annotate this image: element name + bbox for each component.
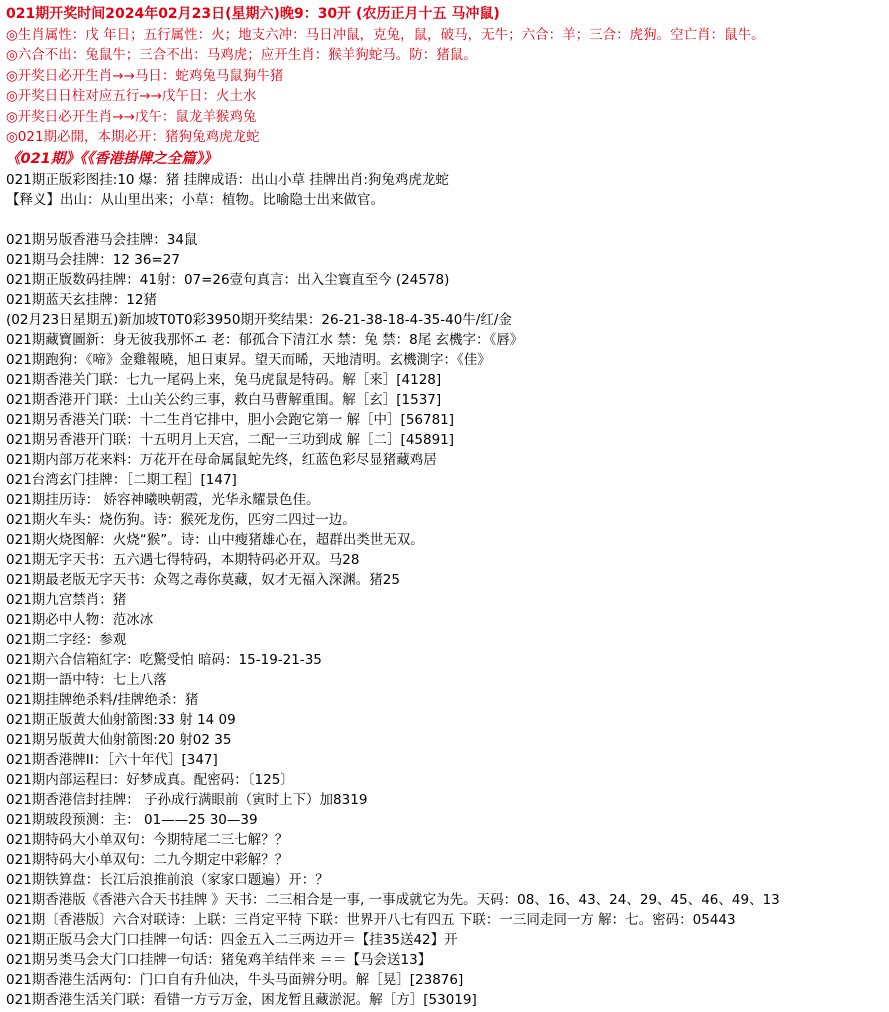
line-segment: 021期特码大小单双句：二九今期定中彩解？？ [6,851,289,868]
line-segment: 021期〔香港版〕六合对联诗：上联：三肖定平特 下联：世界开八七有四五 下联：一三同走同一方 解：七。密码：05443 [6,911,736,928]
header-line-5: ◎021期必開，本期必开：猪狗兔鸡虎龙蛇 [6,129,260,145]
line-segment: 021期内部运程曰：好梦成真。配密码：〔125〕 [6,771,294,788]
line-segment: 021期玻段预测：主： 01——25 30—39 [6,811,258,828]
body-line [6,990,883,1010]
header-line-0: ◎生肖属性：戊 年日；五行属性：火；地支六冲：马日冲鼠，克兔，鼠，破马，无牛；六合：羊；三合：虎狗。空亡肖：鼠牛。 [6,26,765,43]
body-line [6,390,883,410]
line-segment: 021期正版黄大仙射箭图:33 射 14 09 [6,711,236,728]
header-block [6,4,883,148]
body-line [6,750,883,770]
body-line [6,290,883,310]
body-line [6,570,883,590]
header-line-2: ◎开奖日必开生肖→→马日：蛇鸡兔马鼠狗牛猪 [6,67,284,84]
line-segment: 021期香港开门联：土山关公约三事，救白马曹解重围。解［玄］[1537] [6,391,442,408]
line-segment: 021期香港版《香港六合天书挂牌 》天书：二三相合是一事, 一事成就它为先。天码：08、16、43、24、29、45、46、49、13 [6,891,780,908]
body-line [6,530,883,550]
line-segment: 021期挂牌绝杀料/挂牌绝杀：猪 [6,691,199,708]
line-segment: 021期六合信箱紅字：吃驚受怕 暗码：15-19-21-35 [6,651,322,668]
body-line [6,510,883,530]
body-line [6,950,883,970]
line-segment: 021期正版马会大门口挂牌一句话：四金五入二三两边开＝【挂35送42】开 [6,931,458,948]
line-segment: 021期无字天书：五六遇七得特码，本期特码必开双。马28 [6,551,360,568]
line-segment: 021期另类马会大门口挂牌一句话：猪兔鸡羊结伴来 ＝＝【马会送13】 [6,951,432,968]
body-line [6,430,883,450]
body-line [6,470,883,490]
line-segment: 021期特码大小单双句：今期特尾二三七解？？ [6,831,289,848]
line-segment: 021期香港牌II：［六十年代］[347] [6,751,218,768]
body-line [6,250,883,270]
body-line [6,450,883,470]
body-line [6,350,883,370]
line-segment: 021期火车头：烧伤狗。诗：猴死龙伤，匹穷二四过一边。 [6,511,356,528]
line-segment: 【释义】出山：从山里出来；小草：植物。比喻隐士出来做官。 [6,191,384,208]
line-segment: (02月23日星期五)新加坡T0T0彩3950期开奖结果：26-21-38-18-4-35-40牛/红/金 [6,311,512,328]
body-line [6,670,883,690]
body-line [6,710,883,730]
body-line [6,790,883,810]
body-line [6,410,883,430]
body-line [6,830,883,850]
body-line [6,690,883,710]
line-segment: 021期香港关门联：七九一尾码上来，兔马虎鼠是特码。解［来］[4128] [6,371,442,388]
line-segment: 021期跑狗：《啼》金雞報曉，旭日東昇。望天而晞，天地清明。玄機測字：《佳》 [6,351,491,368]
section-title: 《021期》《《香港掛牌之全篇》》 [6,150,218,167]
line-segment: 021期铁算盘：长江后浪推前浪（家家口题遍）开：？ [6,871,329,888]
body-line [6,330,883,350]
body-line [6,910,883,930]
body-line [6,970,883,990]
body-line [6,490,883,510]
line-segment: 021期二字经：参观 [6,631,127,648]
body-line [6,210,883,230]
body-line [6,730,883,750]
line-segment: 021期另版香港马会挂牌：34鼠 [6,231,198,248]
line-segment: 021期挂历诗： 娇容神曦映朝霞，光华永耀景色佳。 [6,491,320,508]
line-segment: 021期正版数码挂牌：41射：07=26壹句真言：出入尘寰直至今 (24578) [6,271,450,288]
header-line-1: ◎六合不出：兔鼠牛；三合不出：马鸡虎；应开生肖：猴羊狗蛇马。防：猪鼠。 [6,47,477,63]
body-line [6,590,883,610]
line-segment: 021期另版黄大仙射箭图:20 射02 35 [6,731,232,748]
body-line [6,230,883,250]
line-segment: 021期蓝天玄挂牌：12猪 [6,291,157,308]
line-segment: 021期火烧图解：火烧“猴”。诗：山中瘦猪雄心在，超群出类世无双。 [6,531,424,548]
body-line [6,610,883,630]
body-line [6,170,883,190]
body-line [6,770,883,790]
line-segment: 021期必中人物：范冰冰 [6,611,154,628]
body-line [6,850,883,870]
body-line [6,890,883,910]
body-line [6,650,883,670]
line-segment: 021期香港生活两句：门口自有升仙决，牛头马面辨分明。解［晃］[23876] [6,971,464,988]
line-segment: 021期另香港开门联：十五明月上天宫，二配一三功到成 解［二］[45891] [6,431,455,448]
line-segment: 021期一語中特：七上八落 [6,671,167,688]
header-line-4: ◎开奖日必开生肖→→戊午：鼠龙羊猴鸡兔 [6,108,257,125]
line-segment: 021台湾玄门挂牌：［二期工程］[147] [6,471,237,488]
line-segment: 021期九宫禁肖：猪 [6,591,127,608]
draw-time-line: 021期开奖时间2024年02月23日(星期六)晚9：30开 (农历正月十五 马冲鼠) [6,6,500,22]
body-line [6,930,883,950]
body-lines [6,170,883,1010]
line-segment: 021期马会挂牌：12 36=27 [6,251,180,268]
line-segment: 021期正版彩图挂:10 爆：猪 挂牌成语：出山小草 挂牌出肖:狗兔鸡虎龙蛇 [6,171,449,188]
body-line [6,370,883,390]
line-segment: 021期香港信封挂牌： 子孙成行满眼前（寅时上下）加8319 [6,791,368,808]
line-segment: 021期内部万花来料：万花开在母命属鼠蛇先终，红蓝色彩尽显猪藏鸡居 [6,451,437,468]
body-line [6,630,883,650]
line-segment: 021期藏寶圖新：身无彼我那怀エ 老：郁孤合下清江水 禁：兔 禁：8尾 玄機字：《唇》 [6,331,524,348]
body-line [6,310,883,330]
body-line [6,810,883,830]
body-line [6,270,883,290]
line-segment: 021期最老版无字天书：众驾之毒你莫藏，奴才无福入深渊。猪25 [6,571,400,588]
body-line [6,550,883,570]
body-line [6,190,883,210]
line-segment: 021期另香港关门联：十二生肖它排中，胆小会跑它第一 解［中］[56781] [6,411,455,428]
body-line [6,870,883,890]
header-line-3: ◎开奖日日柱对应五行→→戊午日：火土水 [6,88,257,104]
line-segment: 021期香港生活关门联：看错一方亏万金，困龙暂且藏淤泥。解［方］[53019] [6,991,477,1008]
